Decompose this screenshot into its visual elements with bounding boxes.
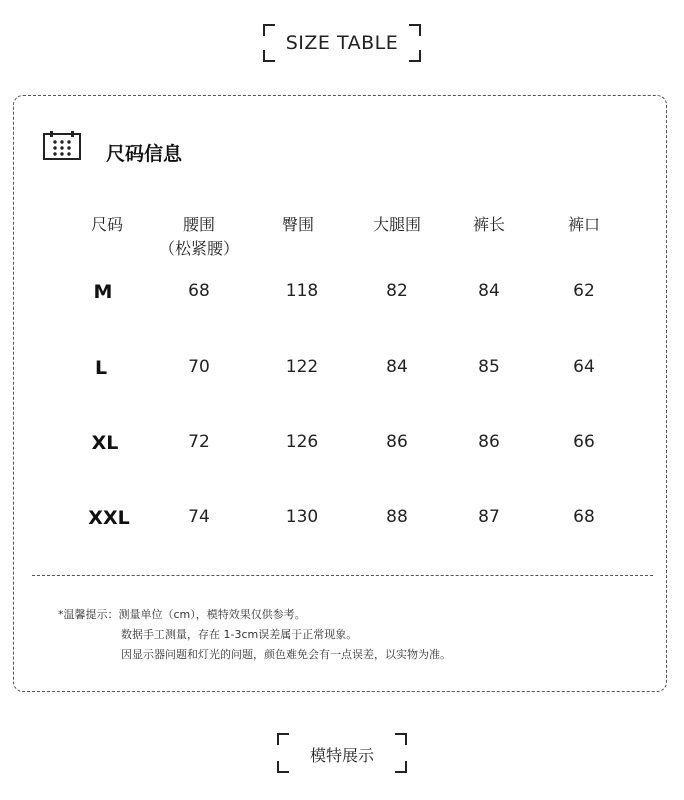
size-table-title: SIZE TABLE xyxy=(285,32,399,54)
size-cell: M xyxy=(93,281,113,303)
hem-cell: 62 xyxy=(573,281,595,301)
waist-cell: 68 xyxy=(188,281,210,301)
model-display-title: 模特展示 xyxy=(309,746,374,765)
thigh-cell: 86 xyxy=(386,432,408,452)
col-header-waist-label: 腰围 xyxy=(182,215,215,234)
hip-cell: 118 xyxy=(285,281,319,301)
section-title: 尺码信息 xyxy=(106,143,183,165)
hem-cell: 68 xyxy=(573,507,595,527)
length-cell: 86 xyxy=(478,432,500,452)
hip-cell: 122 xyxy=(285,357,319,377)
col-header-thigh: 大腿围 xyxy=(372,215,421,234)
waist-cell: 74 xyxy=(188,507,210,527)
length-cell: 87 xyxy=(478,507,500,527)
col-header-hip: 臀围 xyxy=(281,215,314,234)
waist-cell: 70 xyxy=(188,357,210,377)
size-cell: XL xyxy=(91,432,119,454)
hem-cell: 66 xyxy=(573,432,595,452)
length-cell: 84 xyxy=(478,281,500,301)
col-header-waist-sub: （松紧腰） xyxy=(158,239,239,258)
note-line-3: 因显示器问题和灯光的问题，颜色难免会有一点误差，以实物为准。 xyxy=(121,648,451,661)
hip-cell: 130 xyxy=(285,507,319,527)
hem-cell: 64 xyxy=(573,357,595,377)
hip-cell: 126 xyxy=(285,432,319,452)
calendar-grid-icon xyxy=(43,130,81,160)
size-cell: XXL xyxy=(88,507,130,529)
waist-cell: 72 xyxy=(188,432,210,452)
size-info-panel xyxy=(13,95,667,692)
note-line-1: *温馨提示：测量单位（cm），模特效果仅供参考。 xyxy=(58,608,306,621)
size-cell: L xyxy=(94,357,108,379)
col-header-length: 裤长 xyxy=(472,215,505,234)
notes-divider xyxy=(32,575,653,576)
thigh-cell: 84 xyxy=(386,357,408,377)
col-header-hem: 裤口 xyxy=(567,215,600,234)
size-table-header xyxy=(0,24,684,66)
model-display-header xyxy=(0,733,684,777)
col-header-waist xyxy=(149,213,249,261)
note-line-2: 数据手工测量，存在 1-3cm误差属于正常现象。 xyxy=(121,628,358,641)
thigh-cell: 82 xyxy=(386,281,408,301)
col-header-size: 尺码 xyxy=(90,215,123,234)
thigh-cell: 88 xyxy=(386,507,408,527)
length-cell: 85 xyxy=(478,357,500,377)
